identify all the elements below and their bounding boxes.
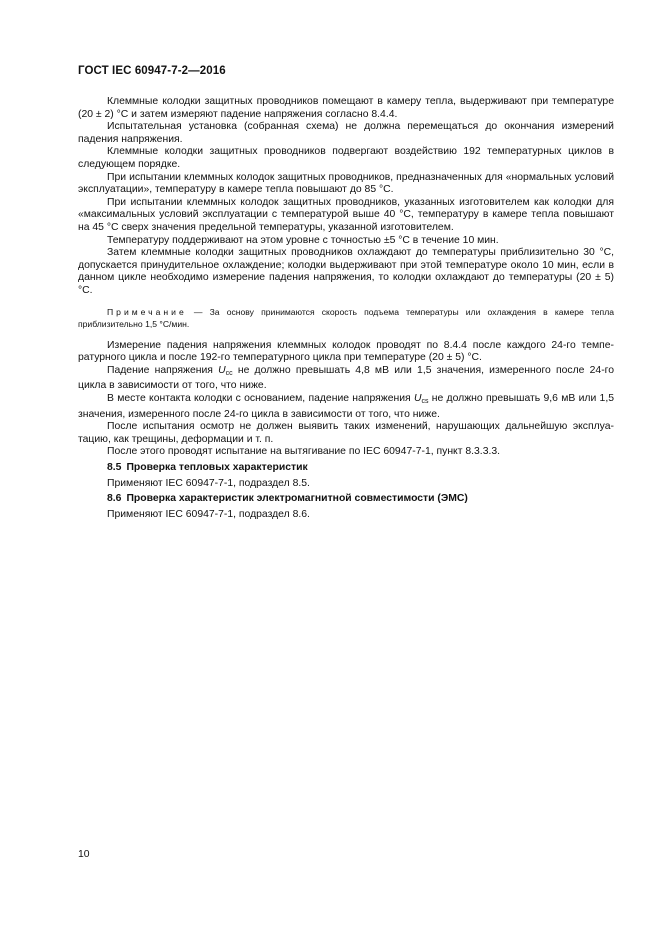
paragraph: Клеммные колодки защитных проводников подвергают воздействию 192 температурных циклов в следующем порядке.	[78, 146, 614, 170]
paragraph: После испытания осмотр не должен выявить таких изменений, нарушающих дальнейшую эксплуатацию, как трещины, деформации и т. п.	[78, 421, 614, 445]
paragraph: Применяют IEC 60947-7-1, подраздел 8.5.	[107, 477, 310, 489]
paragraph: При испытании клеммных колодок защитных проводников, предназначенных для «нормальных условий эксплуатации», температуру в камере тепла повышают до 85 °С.	[78, 171, 614, 196]
paragraph-text: Падение напряжения	[107, 364, 219, 376]
paragraph: При испытании клеммных колодок защитных проводников, указанных изготовителем как колодки для «максимальных условий эксплуатации с температурой выше 40 °С, температуру в камере тепла повышают на 45 °С сверх значения предельной температуры, указанной изготовителем.	[78, 196, 614, 233]
section-title: Проверка характеристик электромагнитной совместимости (ЭМС)	[126, 493, 468, 505]
paragraph: Испытательная установка (собранная схема) не должна перемещаться до окончания измерений падения напряжения.	[78, 121, 614, 145]
note-label: Примечание	[107, 306, 187, 317]
page-number: 10	[78, 849, 90, 860]
note-text: — За основу принимаются скорость подъема температуры или охлаждения в камере тепла приблизительно 1,5 °С/мин.	[78, 306, 614, 330]
paragraph: Температуру поддерживают на этом уровне с точностью ±5 °С в течение 10 мин.	[107, 234, 499, 246]
paragraph: Клеммные колодки защитных проводников помещают в камеру тепла, выдерживают при температуре (20 ± 2) °С и затем измеряют падение напряжения согласно 8.4.4.	[78, 96, 614, 120]
symbol-subscript: cs	[421, 398, 429, 406]
paragraph	[78, 393, 614, 421]
document-header: ГОСТ IEC 60947-7-2—2016	[78, 65, 226, 77]
symbol-u: U	[413, 393, 422, 405]
paragraph-text: не должно превышать 9,6 мВ или 1,5 значения, измеренного после 24-го цикла в зависимости от того, что ниже.	[78, 393, 614, 420]
paragraph: Измерение падения напряжения клеммных колодок проводят по 8.4.4 после каждого 24-го температурного цикла и после 192-го температурного цикла при температуре (20 ± 5) °С.	[78, 339, 614, 364]
paragraph-text: не должно превышать 4,8 мВ или 1,5 значения, измеренного после 24-го цикла в зависимости от того, что ниже.	[78, 364, 614, 392]
paragraph	[78, 365, 614, 393]
section-number: 8.5	[107, 462, 122, 474]
paragraph: Применяют IEC 60947-7-1, подраздел 8.6.	[107, 508, 310, 520]
section-title: Проверка тепловых характеристик	[126, 462, 308, 474]
section-heading-8-5	[78, 462, 614, 475]
paragraph: После этого проводят испытание на вытягивание по IEC 60947-7-1, пункт 8.3.3.3.	[107, 446, 501, 458]
note	[78, 306, 614, 331]
section-number: 8.6	[107, 493, 122, 505]
symbol-subscript: cc	[225, 369, 233, 377]
document-body	[78, 96, 614, 521]
section-heading-8-6	[78, 493, 614, 506]
symbol-u: U	[218, 364, 226, 376]
paragraph: Затем клеммные колодки защитных проводников охлаждают до температуры приблизительно 30 °С, допускается принудительное охлаждение; колодки выдерживают при этой температуре около 10 мин, если в данном цикле необходимо измерение падения напряжения, то колодки охлаждают до температуры (20 ± 5) °С.	[78, 247, 614, 296]
paragraph-text: В месте контакта колодки с основанием, падение напряжения	[107, 393, 414, 405]
